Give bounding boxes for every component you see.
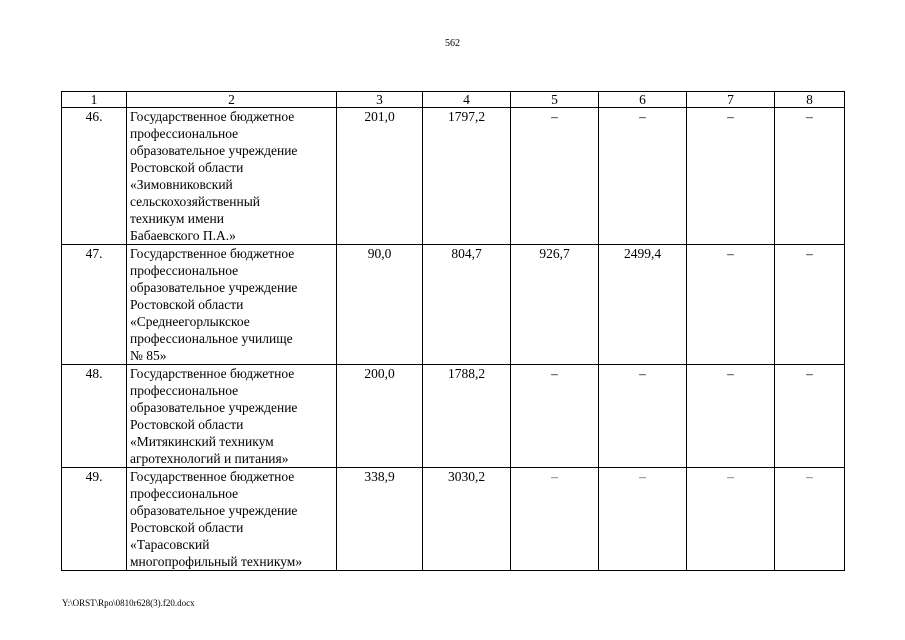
institution-name: Государственное бюджетное профессиональное образовательное учреждение Ростовской области «Митякинский техникум агротехнологий и питания» <box>127 365 337 468</box>
document-path: Y:\ORST\Rpo\0810r628(3).f20.docx <box>62 598 195 608</box>
cell-col-3: 200,0 <box>337 365 423 468</box>
column-header-1: 1 <box>62 92 127 108</box>
cell-col-6: – <box>599 108 687 245</box>
cell-col-5: – <box>511 108 599 245</box>
cell-col-4: 1788,2 <box>423 365 511 468</box>
cell-col-3: 201,0 <box>337 108 423 245</box>
column-header-7: 7 <box>687 92 775 108</box>
cell-col-7: – <box>687 245 775 365</box>
cell-col-6: 2499,4 <box>599 245 687 365</box>
table-row <box>62 245 845 365</box>
cell-col-3: 90,0 <box>337 245 423 365</box>
column-header-5: 5 <box>511 92 599 108</box>
page-number: 562 <box>445 38 460 49</box>
cell-col-7: – <box>687 468 775 571</box>
table-row <box>62 468 845 571</box>
cell-col-5: – <box>511 365 599 468</box>
cell-col-4: 1797,2 <box>423 108 511 245</box>
data-table <box>61 91 845 571</box>
cell-col-4: 3030,2 <box>423 468 511 571</box>
cell-col-8: – <box>775 245 845 365</box>
cell-col-8: – <box>775 108 845 245</box>
row-number: 48. <box>62 365 127 468</box>
table-header-row <box>62 92 845 108</box>
column-header-3: 3 <box>337 92 423 108</box>
cell-col-4: 804,7 <box>423 245 511 365</box>
column-header-2: 2 <box>127 92 337 108</box>
institution-name: Государственное бюджетное профессиональное образовательное учреждение Ростовской области «Тарасовский многопрофильный техникум» <box>127 468 337 571</box>
cell-col-3: 338,9 <box>337 468 423 571</box>
column-header-4: 4 <box>423 92 511 108</box>
column-header-6: 6 <box>599 92 687 108</box>
institution-name: Государственное бюджетное профессиональное образовательное учреждение Ростовской области «Среднеегорлыкское профессиональное училище № 85» <box>127 245 337 365</box>
cell-col-6: – <box>599 365 687 468</box>
row-number: 47. <box>62 245 127 365</box>
cell-col-6: – <box>599 468 687 571</box>
institution-name: Государственное бюджетное профессиональное образовательное учреждение Ростовской области «Зимовниковский сельскохозяйственный техникум имени Бабаевского П.А.» <box>127 108 337 245</box>
cell-col-8: – <box>775 468 845 571</box>
table-row <box>62 365 845 468</box>
row-number: 46. <box>62 108 127 245</box>
cell-col-5: 926,7 <box>511 245 599 365</box>
cell-col-7: – <box>687 108 775 245</box>
row-number: 49. <box>62 468 127 571</box>
cell-col-7: – <box>687 365 775 468</box>
table-row <box>62 108 845 245</box>
cell-col-8: – <box>775 365 845 468</box>
cell-col-5: – <box>511 468 599 571</box>
column-header-8: 8 <box>775 92 845 108</box>
